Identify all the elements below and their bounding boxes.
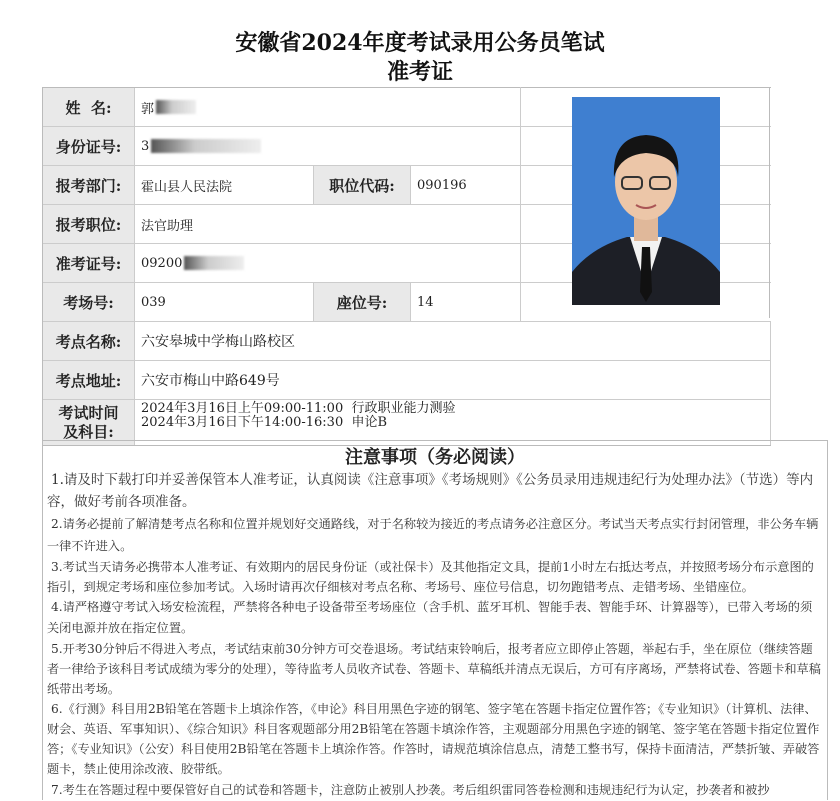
- addr-label: 考点地址:: [43, 361, 135, 399]
- note-item: 4.请严格遵守考试入场安检流程，严禁将各种电子设备带至考场座位（含手机、蓝牙耳机、智能手表、智能手环、计算器等），已带入考场的须关闭电源并放在指定位置。: [47, 600, 813, 635]
- room-value: 039: [135, 283, 314, 321]
- note-item: 3.考试当天请务必携带本人准考证、有效期内的居民身份证（或社保卡）及其他指定文具，提前1小时左右抵达考点，并按照考场分布示意图的指引，到规定考场和座位参加考试。入场时请再次仔细核对考点名称、考场号、座位号信息，切勿跑错考点、走错考场、坐错座位。: [47, 560, 814, 594]
- ticket-value: 09200: [141, 255, 183, 271]
- site-label: 考点名称:: [43, 322, 135, 360]
- seat-label: 座位号:: [314, 283, 411, 321]
- site-value: 六安皋城中学梅山路校区: [135, 322, 771, 360]
- note-item: 5.开考30分钟后不得进入考点，考试结束前30分钟方可交卷退场。考试结束铃响后，报考者应立即停止答题，举起右手，坐在原位（继续答题者一律给予该科目考试成绩为零分的处理），等待监考人员收齐试卷、答题卡、草稿纸并清点无误后，方可有序离场，严禁将试卷、答题卡和草稿纸带出考场。: [47, 642, 821, 696]
- candidate-photo: [520, 87, 770, 318]
- addr-value: 六安市梅山中路649号: [135, 361, 771, 399]
- id-value: 3: [141, 138, 150, 154]
- redaction: [151, 139, 261, 153]
- note-item: 1.请及时下载打印并妥善保管本人准考证，认真阅读《注意事项》《考场规则》《公务员录用违规违纪行为处理办法》（节选）等内容，做好考前各项准备。: [47, 472, 814, 510]
- seat-value: 14: [411, 283, 521, 321]
- row-address: [43, 361, 771, 400]
- note-item: 2.请务必提前了解清楚考点名称和位置并规划好交通路线，对于名称较为接近的考点请务必注意区分。考试当天考点实行封闭管理，非公务车辆一律不许进入。: [47, 517, 819, 553]
- row-time: [43, 400, 771, 445]
- dept-value: 霍山县人民法院: [135, 166, 314, 204]
- code-label: 职位代码:: [314, 166, 411, 204]
- id-label: 身份证号:: [43, 127, 135, 165]
- redaction: [184, 256, 244, 270]
- time-label-2: 及科目:: [63, 422, 114, 441]
- row-site: [43, 322, 771, 361]
- note-item: 6.《行测》科目用2B铅笔在答题卡上填涂作答，《申论》科目用黑色字迹的钢笔、签字笔在答题卡指定位置作答；《专业知识》（计算机、法律、财会、英语、军事知识）、《综合知识》科目客观题部分用2B铅笔在答题卡填涂作答，主观题部分用黑色字迹的钢笔、签字笔在答题卡指定位置作答；《专业知识》（公安）科目使用2B铅笔在答题卡上填涂作答。作答时，请规范填涂信息点，清楚工整书写，保持卡面清洁，严禁折皱、弄破答题卡，禁止使用涂改液、胶带纸。: [47, 702, 820, 776]
- room-label: 考场号:: [43, 283, 135, 321]
- code-value: 090196: [411, 166, 521, 204]
- time-label-1: 考试时间: [58, 403, 119, 422]
- redaction: [156, 100, 196, 114]
- position-value: 法官助理: [135, 205, 521, 243]
- document-title: 安徽省2024年度考试录用公务员笔试: [235, 30, 605, 56]
- document-subtitle: 准考证: [386, 59, 453, 85]
- notes-section: [42, 440, 828, 800]
- dept-label: 报考部门:: [43, 166, 135, 204]
- notes-heading: 注意事项（务必阅读）: [345, 447, 525, 468]
- exam-time-1: 2024年3月16日上午09:00-11:00 行政职业能力测验: [141, 401, 456, 416]
- position-label: 报考职位:: [43, 205, 135, 243]
- note-item: 7.考生在答题过程中要保管好自己的试卷和答题卡，注意防止被别人抄袭。考后组织雷同答卷检测和违规违纪行为认定，抄袭者和被抄: [51, 783, 770, 797]
- ticket-label: 准考证号:: [43, 244, 135, 282]
- exam-time-2: 2024年3月16日下午14:00-16:30 申论B: [141, 415, 388, 430]
- name-label: 姓 名:: [43, 88, 135, 126]
- name-value: 郭: [141, 101, 155, 117]
